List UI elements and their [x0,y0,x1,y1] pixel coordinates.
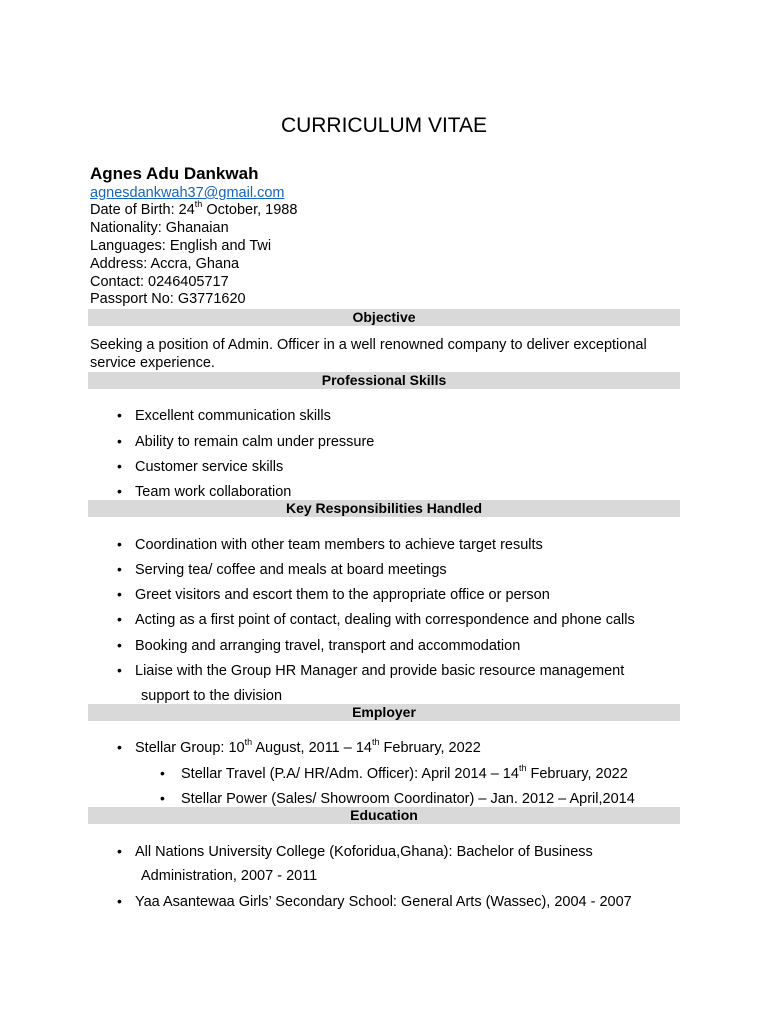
list-item: • Excellent communication skills [117,407,331,424]
languages: Languages: English and Twi [90,238,272,254]
passport-number: Passport No: G3771620 [90,291,246,307]
bullet-icon: • [117,561,122,577]
list-item-continuation: support to the division [141,688,283,704]
list-item: • Yaa Asantewaa Girls’ Secondary School: General Arts (Wassec), 2004 - 2007 [117,893,632,910]
list-item: • Booking and arranging travel, transport and accommodation [117,637,521,654]
bullet-icon: • [117,458,122,474]
list-item: • Customer service skills [117,458,284,475]
list-item: • All Nations University College (Koforidua,Ghana): Bachelor of Business [117,843,593,860]
bullet-icon: • [117,611,122,627]
list-item-continuation: Administration, 2007 - 2011 [141,868,318,884]
bullet-icon: • [117,483,122,499]
candidate-name: Agnes Adu Dankwah [90,164,259,183]
list-item: • Greet visitors and escort them to the appropriate office or person [117,586,550,603]
bullet-icon: • [117,739,122,755]
address: Address: Accra, Ghana [90,256,240,272]
list-item: • Serving tea/ coffee and meals at board meetings [117,561,447,578]
bullet-icon: • [117,893,122,909]
list-item: • Liaise with the Group HR Manager and provide basic resource management [117,662,625,679]
list-item: • Stellar Power (Sales/ Showroom Coordinator) – Jan. 2012 – April,2014 [160,790,635,807]
section-heading-responsibilities: Key Responsibilities Handled [88,500,680,517]
bullet-icon: • [160,765,165,781]
page-title: CURRICULUM VITAE [280,114,488,137]
list-item: • Stellar Group: 10th August, 2011 – 14th February, 2022 [117,737,481,756]
section-heading-objective: Objective [88,309,680,326]
bullet-icon: • [160,790,165,806]
bullet-icon: • [117,586,122,602]
list-item: • Acting as a first point of contact, dealing with correspondence and phone calls [117,611,635,628]
list-item: • Ability to remain calm under pressure [117,433,375,450]
bullet-icon: • [117,407,122,423]
list-item: • Coordination with other team members to achieve target results [117,536,543,553]
email-link[interactable] [90,185,284,202]
bullet-icon: • [117,536,122,552]
date-of-birth: Date of Birth: 24th October, 1988 [90,199,298,218]
section-heading-employer: Employer [88,704,680,721]
list-item: • Stellar Travel (P.A/ HR/Adm. Officer): April 2014 – 14th February, 2022 [160,763,628,782]
email-text[interactable]: agnesdankwah37@gmail.com [90,185,285,201]
contact-number: Contact: 0246405717 [90,274,229,290]
objective-text: Seeking a position of Admin. Officer in a well renowned company to deliver exceptional service experience. [90,337,647,371]
bullet-icon: • [117,433,122,449]
bullet-icon: • [117,637,122,653]
nationality: Nationality: Ghanaian [90,220,229,236]
section-heading-education: Education [88,807,680,824]
bullet-icon: • [117,662,122,678]
bullet-icon: • [117,843,122,859]
list-item: • Team work collaboration [117,483,292,500]
section-heading-skills: Professional Skills [88,372,680,389]
